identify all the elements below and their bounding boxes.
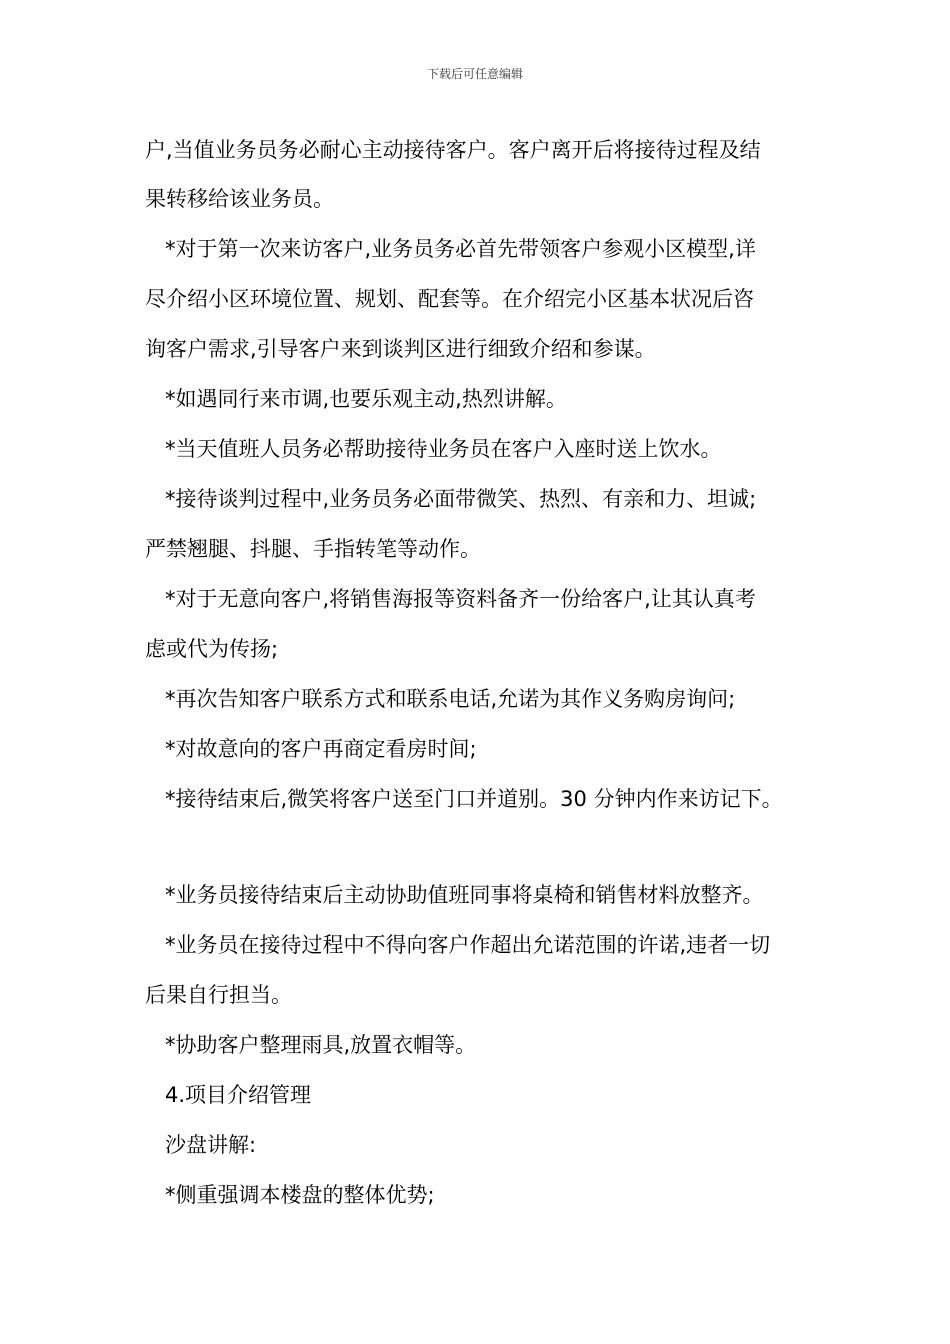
text-line: *对于无意向客户,将销售海报等资料备齐一份给客户,让其认真考 (165, 587, 756, 611)
text-line: *接待结束后,微笑将客户送至门口并道别。30 分钟内作来访记下。 (165, 787, 783, 811)
text-line: 尽介绍小区环境位置、规划、配套等。在介绍完小区基本状况后咨 (145, 287, 754, 311)
text-line: *业务员在接待过程中不得向客户作超出允诺范围的许诺,违者一切 (165, 933, 771, 957)
text-line: *协助客户整理雨具,放置衣帽等。 (165, 1033, 477, 1057)
page-header: 下载后可任意编辑 (426, 67, 523, 81)
subsection-label: 沙盘讲解: (165, 1133, 257, 1157)
text-line: 严禁翘腿、抖腿、手指转笔等动作。 (145, 537, 481, 561)
text-line: *业务员接待结束后主动协助值班同事将桌椅和销售材料放整齐。 (165, 883, 764, 907)
section-heading: 4.项目介绍管理 (165, 1083, 312, 1107)
text-line: 虑或代为传扬; (145, 637, 279, 661)
text-line: *对于第一次来访客户,业务员务必首先带领客户参观小区模型,详 (165, 237, 756, 261)
text-line: 后果自行担当。 (145, 983, 292, 1007)
text-line: *侧重强调本楼盘的整体优势; (165, 1183, 435, 1207)
text-line: *接待谈判过程中,业务员务必面带微笑、热烈、有亲和力、坦诚; (165, 487, 757, 511)
text-line: *再次告知客户联系方式和联系电话,允诺为其作义务购房询问; (165, 687, 736, 711)
text-line: *对故意向的客户再商定看房时间; (165, 737, 477, 761)
text-line: 询客户需求,引导客户来到谈判区进行细致介绍和参谋。 (145, 337, 656, 361)
text-line: 果转移给该业务员。 (145, 187, 334, 211)
text-line: 户,当值业务员务必耐心主动接待客户。客户离开后将接待过程及结 (145, 138, 761, 162)
text-line: *如遇同行来市调,也要乐观主动,热烈讲解。 (165, 387, 567, 411)
text-line: *当天值班人员务必帮助接待业务员在客户入座时送上饮水。 (165, 437, 722, 461)
